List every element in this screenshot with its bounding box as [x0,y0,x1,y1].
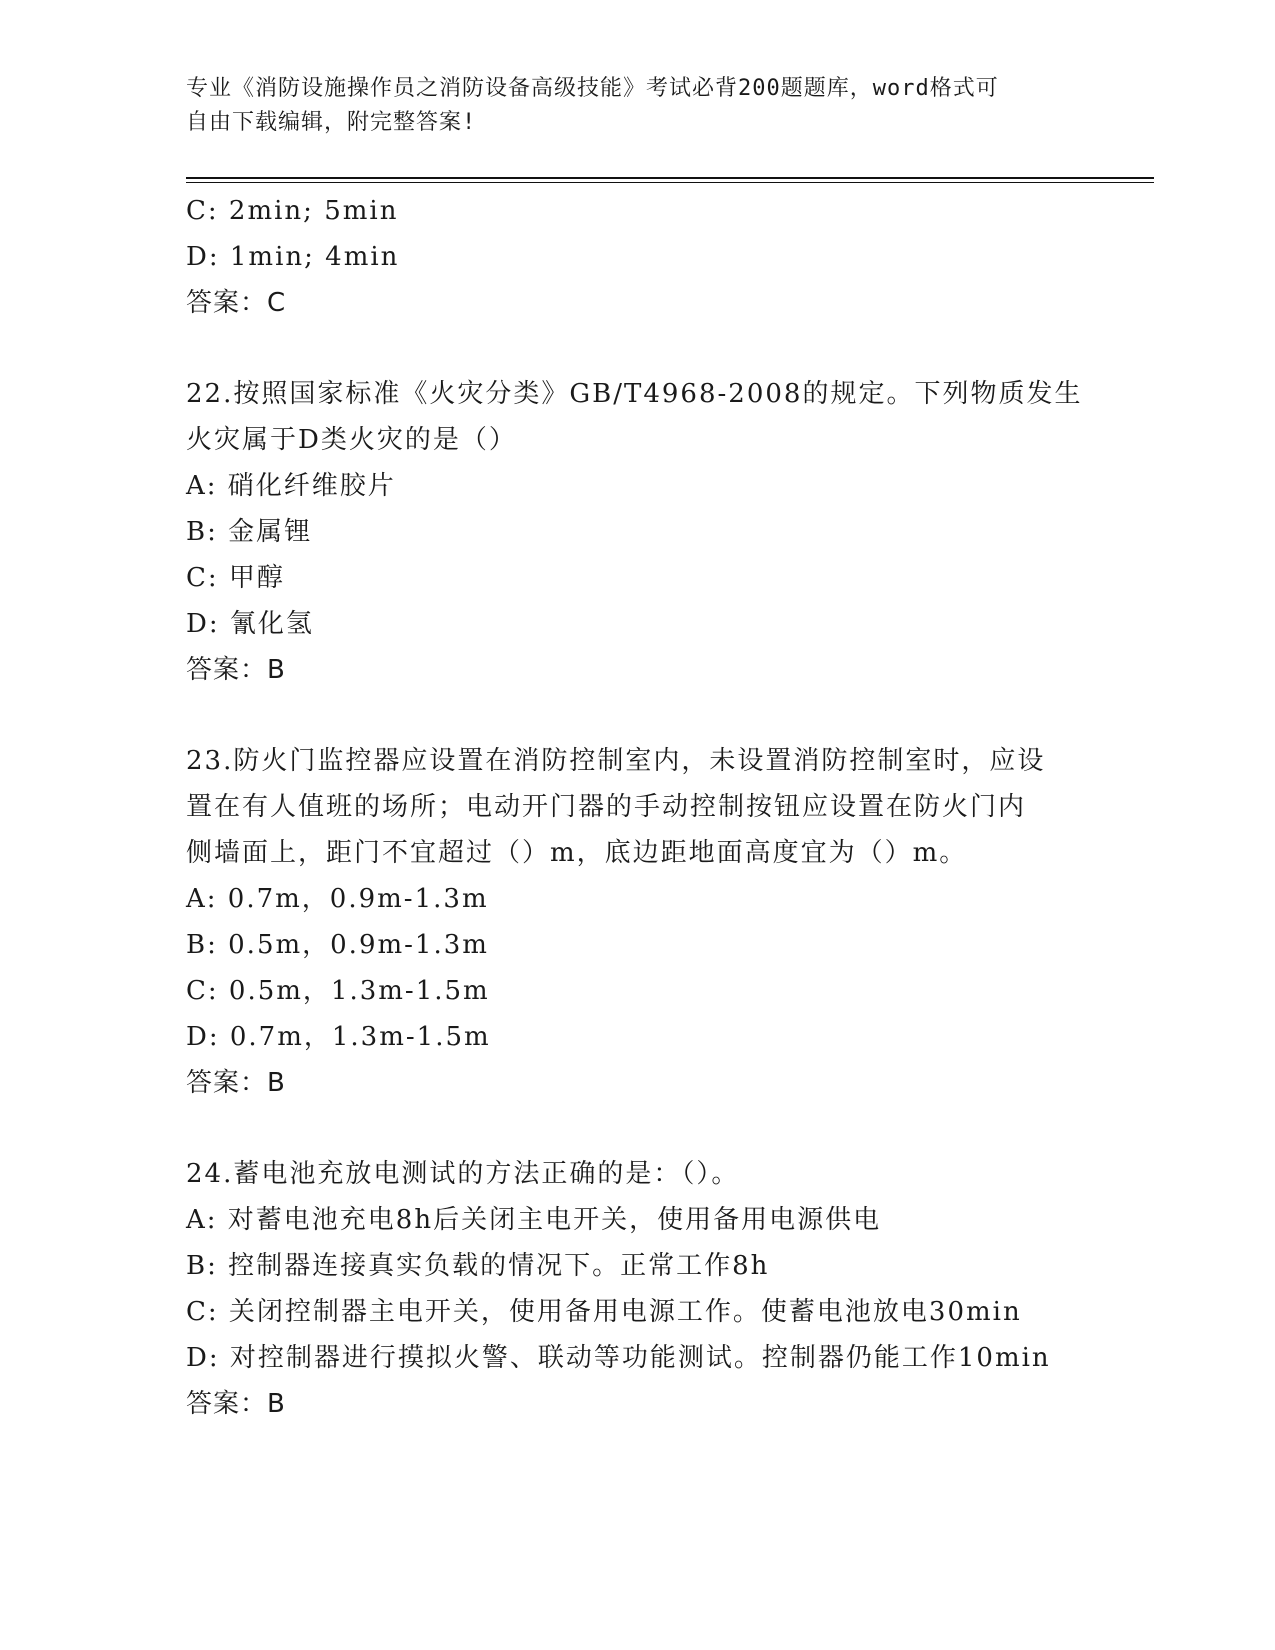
option-b: B: 控制器连接真实负载的情况下。正常工作8h [186,1251,770,1281]
question-21-continued [186,188,1126,326]
option-d: D: 1min; 4min [186,242,400,272]
option-d: D: 对控制器进行摸拟火警、联动等功能测试。控制器仍能工作10min [186,1343,1051,1373]
spacer [186,326,1126,371]
question-stem-line: 22.按照国家标准《火灾分类》GB/T4968-2008的规定。下列物质发生 [186,379,1083,409]
option-c: C: 0.5m，1.3m-1.5m [186,976,490,1006]
question-22 [186,371,1126,693]
option-c: C: 2min; 5min [186,196,399,226]
question-stem-line: 23.防火门监控器应设置在消防控制室内，未设置消防控制室时，应设 [186,746,1046,776]
option-d: D: 0.7m，1.3m-1.5m [186,1022,491,1052]
header-divider-thin [186,182,1154,183]
page-header [186,72,1086,140]
option-b: B: 金属锂 [186,517,313,547]
question-24 [186,1151,1126,1427]
option-c: C: 甲醇 [186,563,285,593]
option-a: A: 硝化纤维胶片 [186,471,396,501]
header-divider-thick [186,177,1154,179]
option-d: D: 氰化氢 [186,609,314,639]
question-stem-line: 侧墙面上，距门不宜超过（）m，底边距地面高度宜为（）m。 [186,838,968,868]
header-line-1: 专业《消防设施操作员之消防设备高级技能》考试必背200题题库，word格式可 [186,76,999,101]
option-b: B: 0.5m，0.9m-1.3m [186,930,489,960]
answer-line: 答案：B [186,1389,286,1419]
question-stem-line: 置在有人值班的场所；电动开门器的手动控制按钮应设置在防火门内 [186,792,1027,822]
answer-line: 答案：B [186,1068,286,1098]
option-c: C: 关闭控制器主电开关，使用备用电源工作。使蓄电池放电30min [186,1297,1022,1327]
option-a: A: 对蓄电池充电8h后关闭主电开关，使用备用电源供电 [186,1205,882,1235]
option-a: A: 0.7m，0.9m-1.3m [186,884,489,914]
spacer [186,693,1126,738]
question-stem-line: 24.蓄电池充放电测试的方法正确的是：（）。 [186,1159,740,1189]
question-stem-line: 火灾属于D类火灾的是（） [186,425,517,455]
header-line-2: 自由下载编辑，附完整答案! [186,110,477,135]
question-23 [186,738,1126,1106]
answer-line: 答案：B [186,655,286,685]
answer-line: 答案：C [186,288,287,318]
question-list [186,188,1126,1427]
spacer [186,1106,1126,1151]
